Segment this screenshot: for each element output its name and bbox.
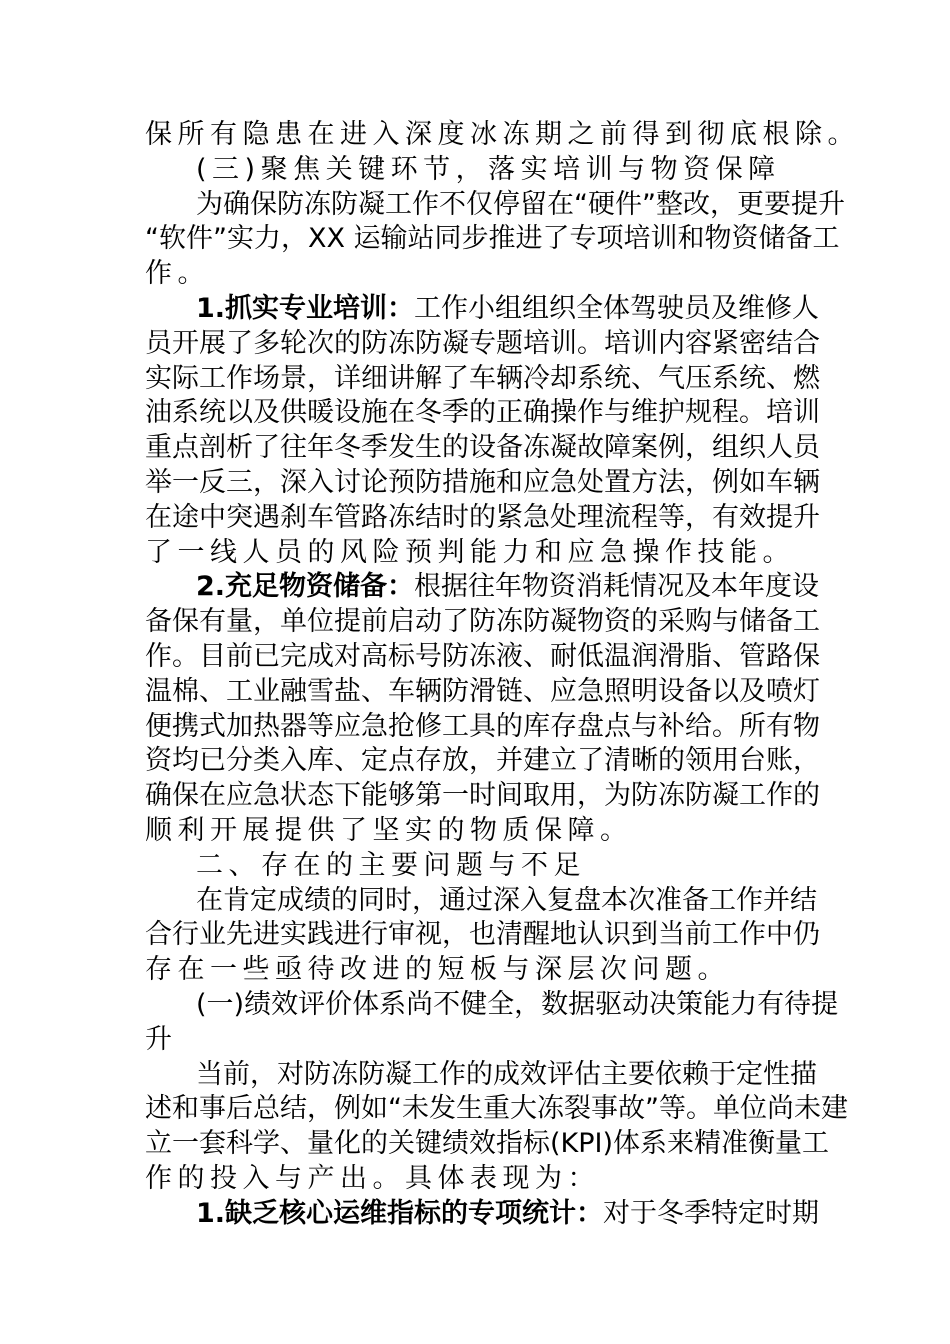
line-text: 确保在应急状态下能够第一时间取用，为防冻防凝工作的 xyxy=(145,780,820,812)
text-line xyxy=(145,1023,807,1058)
line-text: 实际工作场景，详细讲解了车辆冷却系统、气压系统、燃 xyxy=(145,362,820,394)
line-text: 存在一些亟待改进的短板与深层次问题。 xyxy=(145,954,730,986)
text-line xyxy=(145,292,820,327)
line-text: 保所有隐患在进入深度冰冻期之前得到彻底根除。 xyxy=(145,119,860,150)
bold-lead-in: 2.充足物资储备： xyxy=(196,571,415,603)
text-line xyxy=(145,153,807,188)
text-line xyxy=(145,1092,848,1127)
text-line xyxy=(145,953,807,988)
text-line xyxy=(145,362,820,397)
text-line xyxy=(145,675,820,710)
text-line xyxy=(145,188,845,223)
text-line xyxy=(145,1197,820,1232)
text-line xyxy=(145,118,860,153)
text-line xyxy=(145,849,807,884)
bold-lead-in: 1.抓实专业培训： xyxy=(196,292,415,324)
line-text: 作。目前已完成对高标号防冻液、耐低温润滑脂、管路保 xyxy=(145,640,820,672)
line-text: 作。 xyxy=(145,258,210,290)
text-line xyxy=(145,222,840,257)
text-line xyxy=(145,1162,807,1197)
line-text: 作的投入与产出。具体表现为： xyxy=(145,1162,600,1194)
text-line xyxy=(145,536,807,571)
line-text: “软件”实力，XX 运输站同步推进了专项培训和物资储备工 xyxy=(145,223,840,255)
line-text: 油系统以及供暖设施在冬季的正确操作与维护规程。培训 xyxy=(145,397,820,429)
text-line xyxy=(145,918,820,953)
line-text: 述和事后总结，例如“未发生重大冻裂事故”等。单位尚未建 xyxy=(145,1093,848,1125)
text-line xyxy=(145,1127,830,1162)
line-text: 顺利开展提供了坚实的物质保障。 xyxy=(145,814,633,846)
line-text: 资均已分类入库、定点存放，并建立了清晰的领用台账， xyxy=(145,745,820,777)
line-text: 员开展了多轮次的防冻防凝专题培训。培训内容紧密结合 xyxy=(145,327,820,359)
text-line xyxy=(145,431,820,466)
line-text: 在途中突遇刹车管路冻结时的紧急处理流程等，有效提升 xyxy=(145,501,820,533)
line-text: 立一套科学、量化的关键绩效指标(KPI)体系来精准衡量工 xyxy=(145,1128,830,1160)
line-text: 备保有量，单位提前启动了防冻防凝物资的采购与储备工 xyxy=(145,606,820,638)
line-text: 升 xyxy=(145,1023,178,1055)
line-text: (三)聚焦关键环节，落实培训与物资保障 xyxy=(196,153,781,185)
text-line xyxy=(145,396,820,431)
line-text: 当前，对防冻防凝工作的成效评估主要依赖于定性描 xyxy=(196,1058,817,1090)
line-text: 温棉、工业融雪盐、车辆防滑链、应急照明设备以及喷灯 xyxy=(145,675,820,707)
text-line xyxy=(145,570,820,605)
line-text: 重点剖析了往年冬季发生的设备冻凝故障案例，组织人员 xyxy=(145,432,820,464)
text-line xyxy=(145,988,839,1023)
text-line xyxy=(145,744,820,779)
line-text: 便携式加热器等应急抢修工具的库存盘点与补给。所有物 xyxy=(145,710,820,742)
text-line xyxy=(145,779,820,814)
line-text: (一)绩效评价体系尚不健全，数据驱动决策能力有待提 xyxy=(196,988,839,1020)
text-line xyxy=(145,640,820,675)
line-text: 合行业先进实践进行审视，也清醒地认识到当前工作中仍 xyxy=(145,919,820,951)
line-text: 举一反三，深入讨论预防措施和应急处置方法，例如车辆 xyxy=(145,466,820,498)
line-text: 为确保防冻防凝工作不仅停留在“硬件”整改，更要提升 xyxy=(196,188,845,220)
line-text: 二、存在的主要问题与不足 xyxy=(196,849,586,881)
text-line xyxy=(145,466,820,501)
text-line xyxy=(145,1058,817,1093)
text-line xyxy=(145,710,820,745)
text-line xyxy=(145,327,820,362)
text-line xyxy=(145,814,807,849)
line-text: 在肯定成绩的同时，通过深入复盘本次准备工作并结 xyxy=(196,884,817,916)
bold-lead-in: 1.缺乏核心运维指标的专项统计： xyxy=(196,1197,604,1229)
text-line xyxy=(145,501,820,536)
line-text: 工作小组组织全体驾驶员及维修人 xyxy=(414,292,820,324)
line-text: 对于冬季特定时期 xyxy=(603,1197,820,1229)
document-page-body xyxy=(145,118,860,1232)
line-text: 根据往年物资消耗情况及本年度设 xyxy=(414,571,820,603)
text-line xyxy=(145,257,807,292)
text-line xyxy=(145,884,817,919)
line-text: 了一线人员的风险预判能力和应急操作技能。 xyxy=(145,536,795,568)
text-line xyxy=(145,605,820,640)
